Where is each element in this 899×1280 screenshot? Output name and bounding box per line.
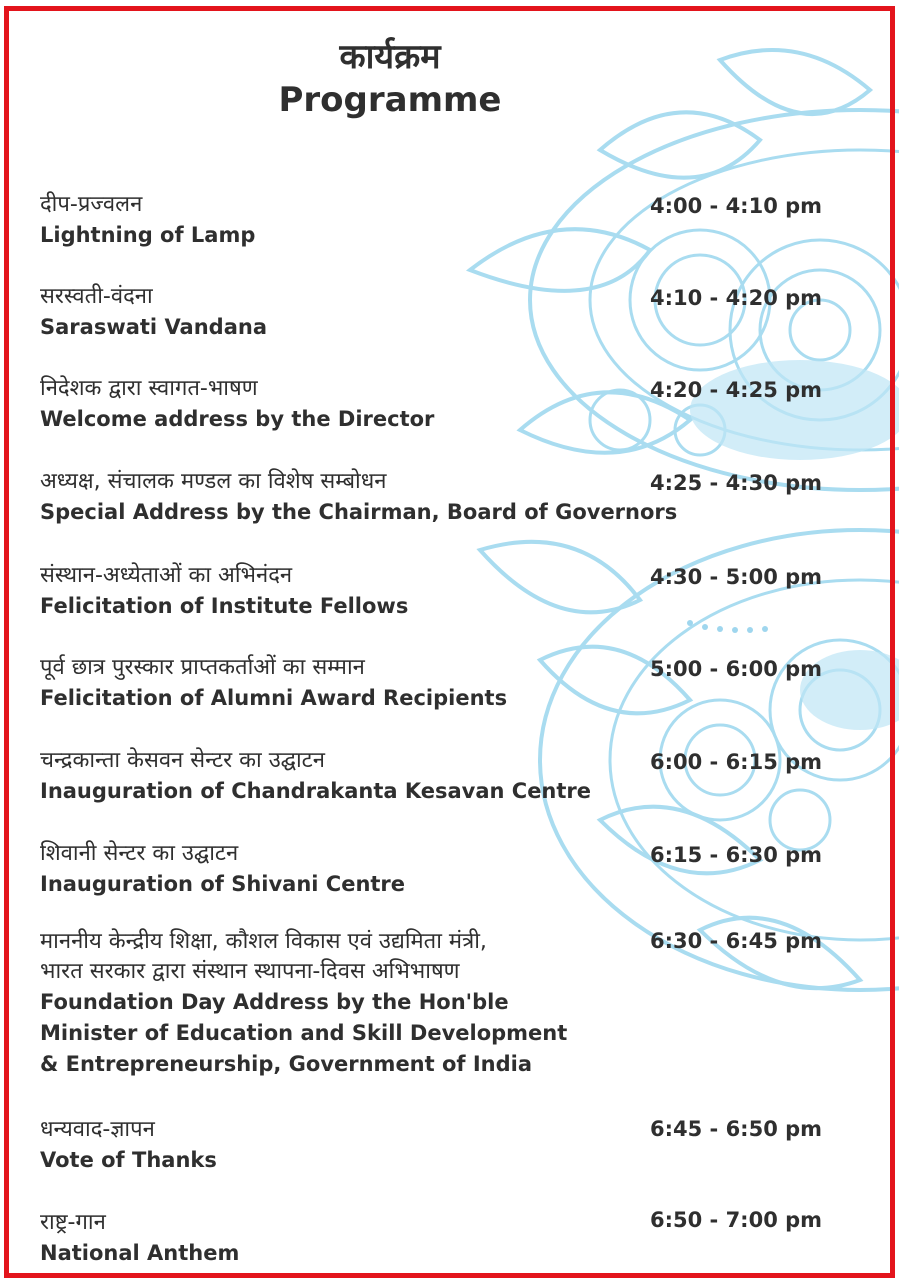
item-english: Welcome address by the Director — [40, 407, 435, 431]
item-english: Saraswati Vandana — [40, 315, 267, 339]
item-hindi: पूर्व छात्र पुरस्कार प्राप्तकर्ताओं का सम्मान — [40, 655, 365, 680]
programme-item-shivani-centre — [40, 839, 880, 900]
title-hindi: कार्यक्रम — [339, 37, 441, 77]
item-hindi: संस्थान-अध्येताओं का अभिनंदन — [40, 563, 293, 588]
programme-item-vandana — [40, 282, 880, 343]
item-hindi: अध्यक्ष, संचालक मण्डल का विशेष सम्बोधन — [40, 469, 387, 494]
item-english: Inauguration of Chandrakanta Kesavan Centre — [40, 779, 592, 803]
item-hindi: चन्द्रकान्ता केसवन सेन्टर का उद्घाटन — [40, 748, 325, 773]
item-english: Lightning of Lamp — [40, 223, 256, 247]
programme-item-alumni — [40, 653, 880, 714]
item-time: 6:50 - 7:00 pm — [650, 1208, 823, 1232]
item-hindi-line2: भारत सरकार द्वारा संस्थान स्थापना-दिवस अभिभाषण — [40, 959, 460, 984]
item-english: National Anthem — [40, 1241, 240, 1265]
item-time: 4:30 - 5:00 pm — [650, 565, 823, 589]
item-hindi: राष्ट्र-गान — [40, 1210, 106, 1235]
item-time: 4:00 - 4:10 pm — [650, 194, 823, 218]
item-english-line3: & Entrepreneurship, Government of India — [40, 1052, 533, 1076]
item-hindi-line1: माननीय केन्द्रीय शिक्षा, कौशल विकास एवं उद्यमिता मंत्री, — [40, 929, 487, 954]
programme-item-national-anthem — [40, 1208, 880, 1269]
item-hindi: निदेशक द्वारा स्वागत-भाषण — [40, 376, 258, 401]
programme-item-lamp — [40, 190, 880, 251]
item-english: Felicitation of Alumni Award Recipients — [40, 686, 508, 710]
item-time: 6:30 - 6:45 pm — [650, 929, 823, 953]
programme-item-fellows — [40, 561, 880, 622]
item-english-line2: Minister of Education and Skill Development — [40, 1021, 568, 1045]
title-english: Programme — [278, 80, 502, 120]
item-time: 4:20 - 4:25 pm — [650, 378, 823, 402]
item-english: Inauguration of Shivani Centre — [40, 872, 406, 896]
programme-item-minister-address — [40, 927, 880, 1080]
programme-item-welcome — [40, 374, 880, 435]
programme-item-kesavan-centre — [40, 746, 880, 807]
item-time: 4:25 - 4:30 pm — [650, 471, 823, 495]
item-hindi: दीप-प्रज्वलन — [40, 192, 143, 217]
item-time: 6:15 - 6:30 pm — [650, 843, 823, 867]
item-english: Felicitation of Institute Fellows — [40, 594, 409, 618]
item-time: 6:00 - 6:15 pm — [650, 750, 823, 774]
item-hindi: सरस्वती-वंदना — [40, 284, 153, 309]
item-english-line1: Foundation Day Address by the Hon'ble — [40, 990, 509, 1014]
item-time: 4:10 - 4:20 pm — [650, 286, 823, 310]
item-english: Special Address by the Chairman, Board of Governors — [40, 500, 678, 524]
item-hindi: शिवानी सेन्टर का उद्घाटन — [40, 841, 239, 866]
item-time: 6:45 - 6:50 pm — [650, 1117, 823, 1141]
item-hindi: धन्यवाद-ज्ञापन — [40, 1117, 155, 1142]
item-time: 5:00 - 6:00 pm — [650, 657, 823, 681]
programme-item-chairman — [40, 467, 880, 528]
item-english: Vote of Thanks — [40, 1148, 217, 1172]
programme-item-vote-of-thanks — [40, 1115, 880, 1176]
